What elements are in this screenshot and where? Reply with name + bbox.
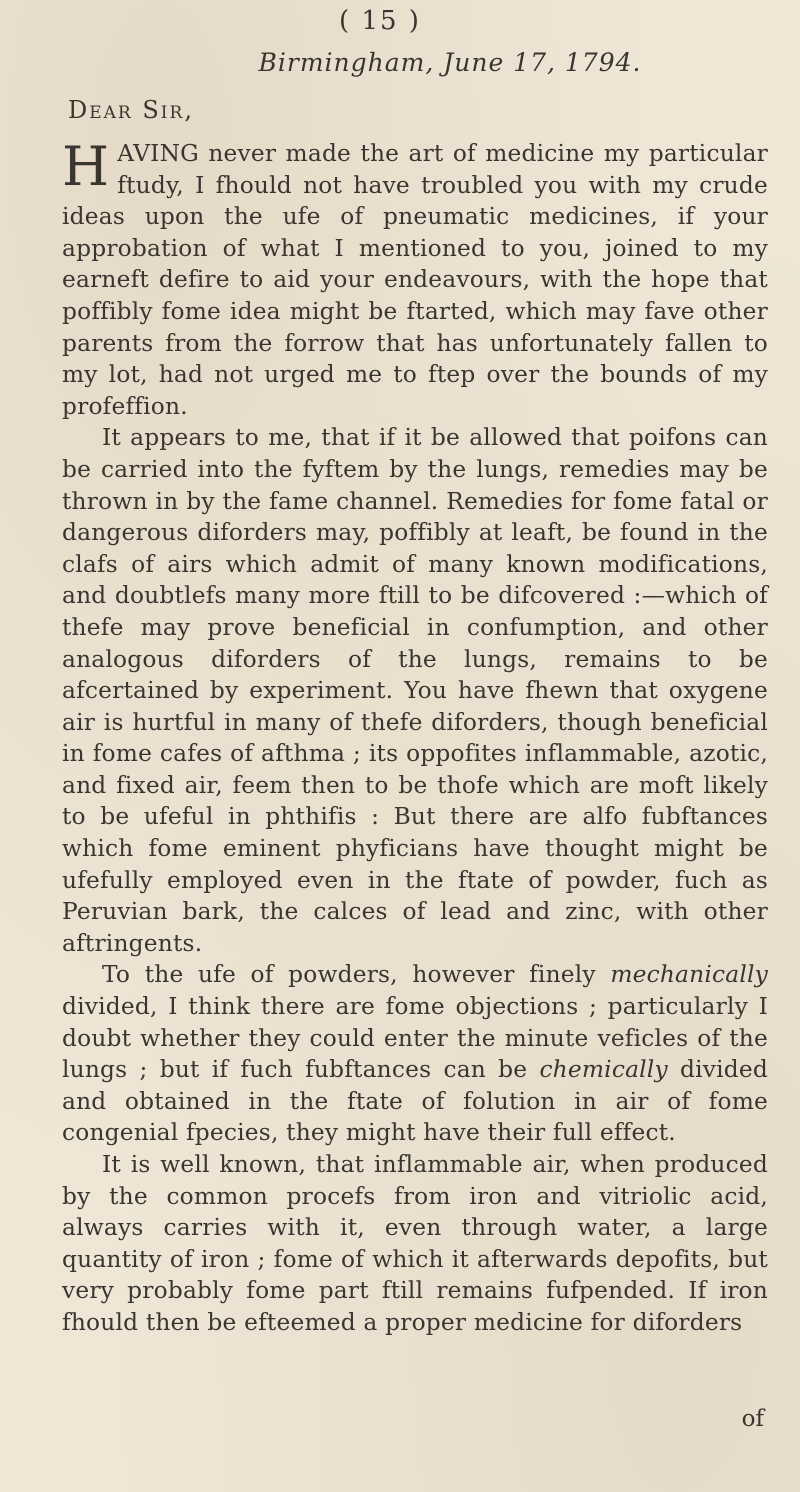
- drop-cap: H: [62, 135, 110, 198]
- paragraph-2: It appears to me, that if it be allowed that poifons can be carried into the fyftem by the lungs, remedies may be thrown in by the fame channel. Remedies for fome fatal or dangerous diforders may, poffibly at leaft, be found in the clafs of airs which admit of many known modifications, and doubtlefs many more ftill to be difcovered :—which of thefe may prove beneficial in confumption, and other analogous diforders of the lungs, remains to be afcertained by experiment. You have fhewn that oxygene air is hurtful in many of thefe diforders, though beneficial in fome cafes of afthma ; its oppofites inflammable, azotic, and fixed air, feem then to be thofe which are moft likely to be ufeful in phthifis : But there are alfo fubftances which fome eminent phyficians have thought might be ufefully employed even in the ftate of powder, fuch as Peruvian bark, the calces of lead and zinc, with other aftringents.: [62, 424, 768, 957]
- page-number: ( 15 ): [339, 6, 421, 36]
- paragraph-4: It is well known, that inflammable air, when produced by the common procefs from iron and vitriolic acid, always carries with it, even through water, a large quantity of iron ; fome of which it afterwards depofits, but very probably fome part ftill remains fufpended. If iron fhould then be efteemed a proper medicine for diforders: [62, 1151, 768, 1336]
- paragraph-3-text-a: To the ufe of powders, however finely: [102, 961, 611, 989]
- paragraph-3-text-b: divided, I think there are fome objections ; particularly I doubt whether they could enter the minute veficles of the lungs ; but if fuch fubftances can be: [62, 993, 768, 1084]
- letter-dateline: Birmingham, June 17, 1794.: [258, 48, 642, 77]
- paragraph-3-text-c: divided and obtained in the ftate of folution in air of fome congenial fpecies, they might have their full effect.: [62, 1056, 768, 1147]
- letter-salutation: Dear Sir,: [68, 96, 194, 124]
- paragraph-1: [62, 135, 768, 422]
- emphasis-chemically: chemically: [539, 1056, 668, 1084]
- letter-body: [62, 135, 768, 1339]
- paragraph-1-text: AVING never made the art of medicine my particular ftudy, I fhould not have troubled you with my crude ideas upon the ufe of pneumatic medicines, if your approbation of what I mentioned to you, joined to my earneft defire to aid your endeavours, with the hope that poffibly fome idea might be ftarted, which may fave other parents from the forrow that has unfortunately fallen to my lot, had not urged me to ftep over the bounds of my profeffion.: [62, 140, 768, 420]
- catchword: of: [741, 1406, 764, 1432]
- emphasis-mechanically: mechanically: [610, 961, 768, 989]
- paragraph-3: [62, 959, 768, 1149]
